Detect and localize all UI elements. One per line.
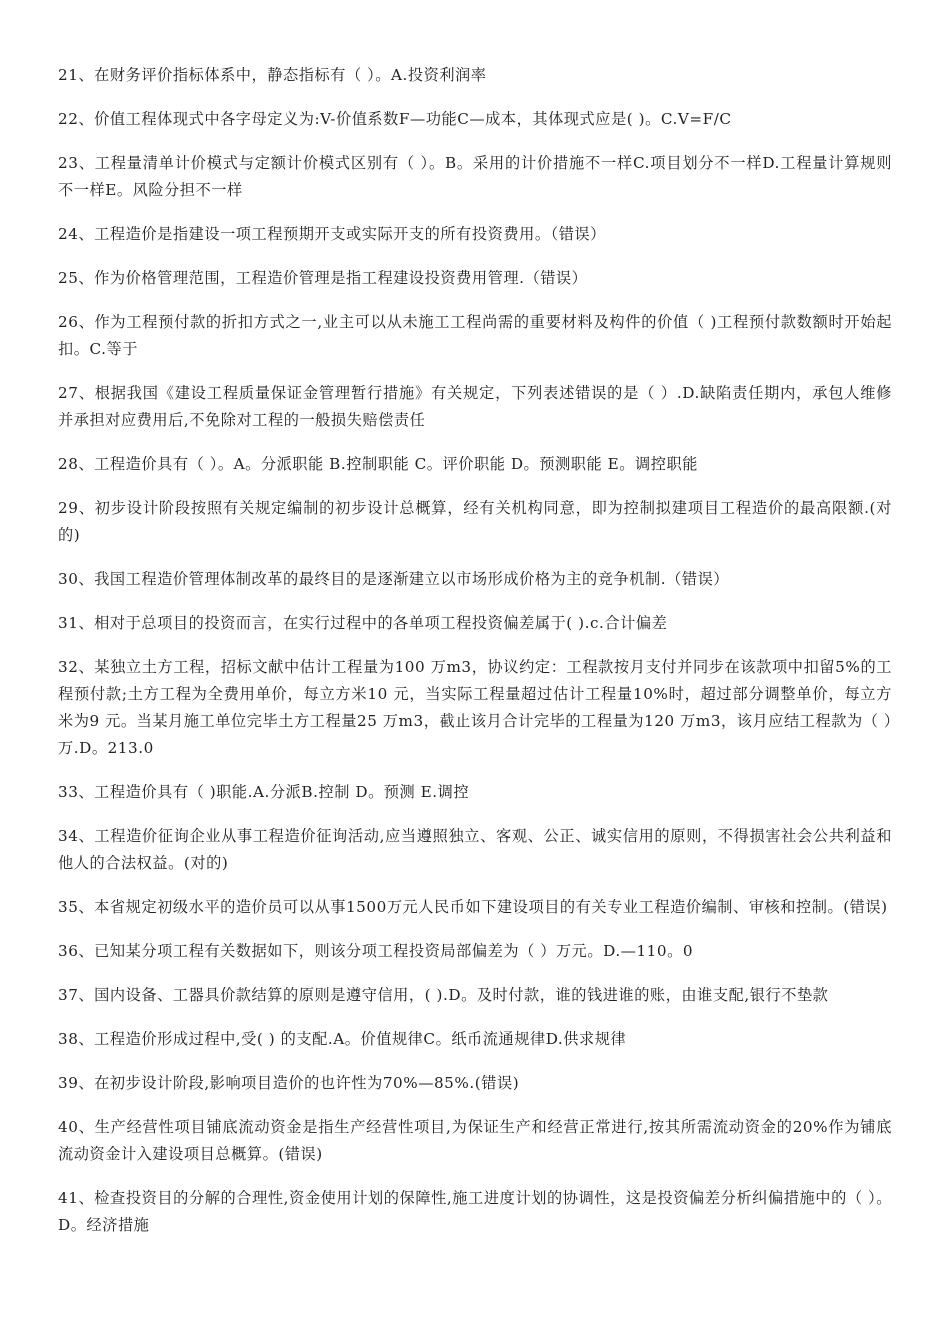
question-item-33: 33、工程造价具有（ )职能.A.分派B.控制 D。预测 E.调控 [58, 783, 470, 801]
question-item-29: 29、初步设计阶段按照有关规定编制的初步设计总概算，经有关机构同意，即为控制拟建项目工程造价的最高限额.(对的) [58, 499, 892, 544]
question-item-28: 28、工程造价具有（ ）。A。分派职能 B.控制职能 C。评价职能 D。预测职能 E。调控职能 [58, 455, 698, 473]
question-item-24: 24、工程造价是指建设一项工程预期开支或实际开支的所有投资费用。（错误） [58, 225, 606, 243]
question-item-25: 25、作为价格管理范围，工程造价管理是指工程建设投资费用管理.（错误） [58, 269, 588, 287]
question-item-34: 34、工程造价征询企业从事工程造价征询活动,应当遵照独立、客观、公正、诚实信用的原则，不得损害社会公共利益和他人的合法权益。(对的) [58, 827, 892, 872]
question-item-22: 22、价值工程体现式中各字母定义为:V-价值系数F—功能C—成本，其体现式应是( )。C.V=F/C [58, 110, 732, 128]
question-item-36: 36、已知某分项工程有关数据如下，则该分项工程投资局部偏差为（ ）万元。D.—110。0 [58, 942, 694, 960]
question-item-38: 38、工程造价形成过程中,受( ) 的支配.A。价值规律C。纸币流通规律D.供求规律 [58, 1030, 627, 1048]
question-item-26: 26、作为工程预付款的折扣方式之一,业主可以从未施工工程尚需的重要材料及构件的价值（ )工程预付款数额时开始起扣。C.等于 [58, 313, 892, 358]
question-item-31: 31、相对于总项目的投资而言，在实行过程中的各单项工程投资偏差属于( ).c.合计偏差 [58, 614, 668, 632]
question-item-30: 30、我国工程造价管理体制改革的最终目的是逐渐建立以市场形成价格为主的竞争机制.（错误） [58, 570, 730, 588]
question-item-39: 39、在初步设计阶段,影响项目造价的也许性为70%—85%.(错误) [58, 1074, 520, 1092]
question-item-32: 32、某独立土方工程，招标文献中估计工程量为100 万m3，协议约定：工程款按月支付并同步在该款项中扣留5%的工程预付款;土方工程为全费用单价，每立方米10 元，当实际工程量超过估计工程量10%时，超过部分调整单价，每立方米为9 元。当某月施工单位完毕土方工程量25 万m3，截止该月合计完毕的工程量为120 万m3，该月应结工程款为（ ）万.D。213.0 [58, 658, 892, 757]
question-list [58, 62, 892, 1256]
question-item-27: 27、根据我国《建设工程质量保证金管理暂行措施》有关规定，下列表述错误的是（ ）.D.缺陷责任期内，承包人维修并承担对应费用后,不免除对工程的一般损失赔偿责任 [58, 384, 892, 429]
question-item-41: 41、检查投资目的分解的合理性,资金使用计划的保障性,施工进度计划的协调性，这是投资偏差分析纠偏措施中的（ ）。D。经济措施 [58, 1189, 892, 1234]
question-item-23: 23、工程量清单计价模式与定额计价模式区别有（ ）。B。采用的计价措施不一样C.项目划分不一样D.工程量计算规则不一样E。风险分担不一样 [58, 154, 892, 199]
question-item-21: 21、在财务评价指标体系中，静态指标有（ ）。A.投资利润率 [58, 66, 487, 84]
question-item-37: 37、国内设备、工器具价款结算的原则是遵守信用，( ).D。及时付款，谁的钱进谁的账，由谁支配,银行不垫款 [58, 986, 829, 1004]
question-item-35: 35、本省规定初级水平的造价员可以从事1500万元人民币如下建设项目的有关专业工程造价编制、审核和控制。(错误) [58, 898, 888, 916]
question-item-40: 40、生产经营性项目铺底流动资金是指生产经营性项目,为保证生产和经营正常进行,按其所需流动资金的20%作为铺底流动资金计入建设项目总概算。(错误) [58, 1118, 892, 1163]
